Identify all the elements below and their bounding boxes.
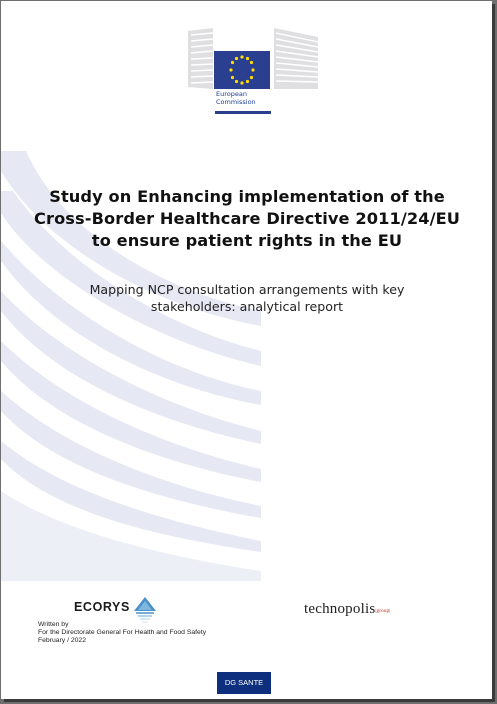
document-subtitle: Mapping NCP consultation arrangements with key stakeholders: analytical report bbox=[89, 282, 405, 314]
european-commission-label: European Commission bbox=[216, 90, 256, 106]
written-by-label: Written by bbox=[38, 621, 69, 628]
written-by-block bbox=[38, 621, 206, 645]
dg-sante-badge: DG SANTE bbox=[217, 672, 271, 694]
ecorys-logo-text: ECORYS bbox=[74, 600, 130, 614]
for-directorate-line: For the Directorate General For Health and Food Safety bbox=[38, 629, 207, 636]
cover-page bbox=[1, 1, 492, 699]
logo-underline bbox=[215, 111, 271, 114]
technopolis-logo: technopolis|group| bbox=[304, 601, 391, 617]
ecorys-triangle-icon bbox=[133, 596, 157, 624]
publication-date: February / 2022 bbox=[38, 637, 86, 644]
technopolis-group-label: |group| bbox=[375, 608, 391, 614]
document-title: Study on Enhancing implementation of the Cross-Border Healthcare Directive 2011/24/EU to ensure patient rights in the EU bbox=[34, 187, 460, 250]
